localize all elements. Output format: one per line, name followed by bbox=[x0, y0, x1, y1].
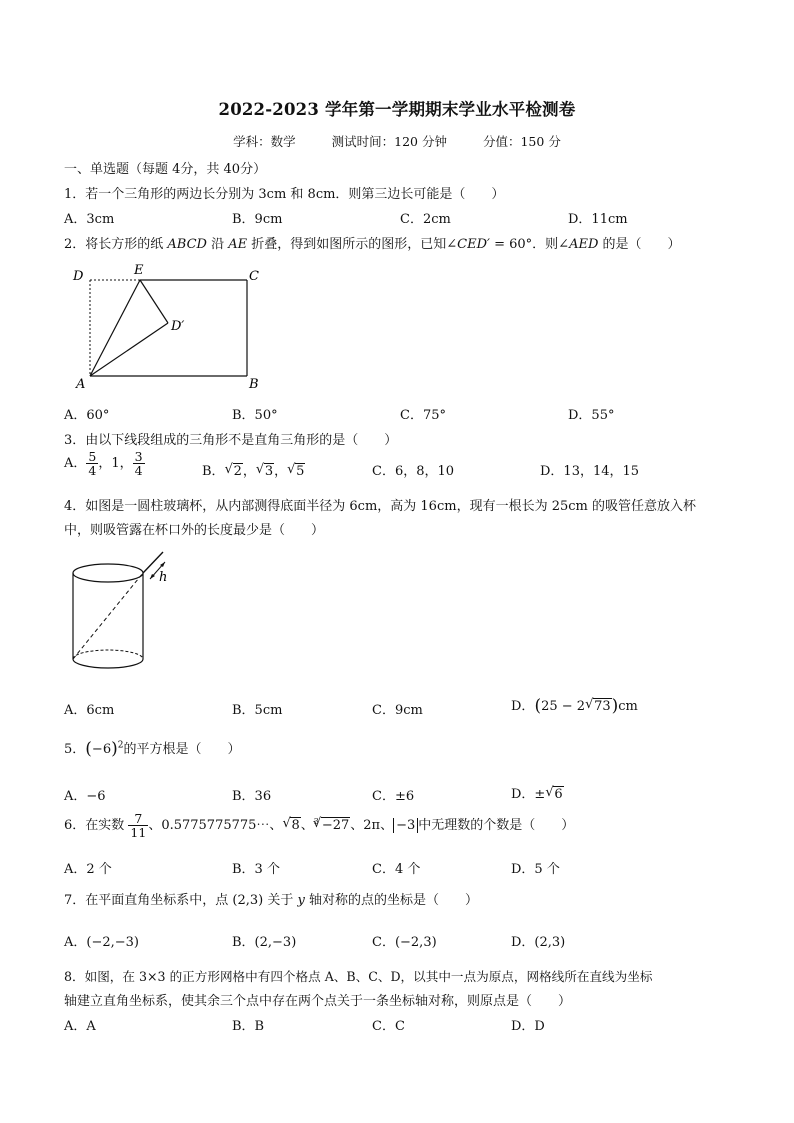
q8-option-b: B．B bbox=[232, 1019, 265, 1034]
q7-option-c: C．(−2,3) bbox=[372, 935, 437, 950]
q4-option-b: B．5cm bbox=[232, 703, 283, 718]
q5-stem: 5．$(-6)^2$的平方根是（ ） bbox=[64, 739, 241, 759]
cylinder-top bbox=[73, 564, 143, 582]
q1-option-c: C．2cm bbox=[400, 212, 451, 227]
q2-option-c: C．75° bbox=[400, 408, 446, 423]
label-h: h bbox=[159, 570, 168, 585]
q5-option-b: B．36 bbox=[232, 789, 272, 804]
q6-option-d: D．5 个 bbox=[511, 862, 560, 877]
q4-cylinder-figure bbox=[64, 546, 184, 676]
q4-option-a: A．6cm bbox=[64, 703, 115, 718]
q7-stem: 7．在平面直角坐标系中，点 (2,3) 关于 y 轴对称的点的坐标是（ ） bbox=[64, 893, 478, 908]
straw-inside bbox=[73, 573, 143, 659]
q4-option-c: C．9cm bbox=[372, 703, 423, 718]
q6-option-c: C．4 个 bbox=[372, 862, 421, 877]
q2-stem: 2．将长方形的纸 ABCD 沿 AE 折叠，得到如图所示的图形，已知∠CED′ = 60°．则∠AED 的是（ ） bbox=[64, 237, 681, 252]
exam-title: 2022-2023 学年第一学期期末学业水平检测卷 bbox=[218, 100, 576, 119]
q8-option-d: D．D bbox=[511, 1019, 545, 1034]
q8-stem-line2: 轴建立直角坐标系，使其余三个点中存在两个点关于一条坐标轴对称，则原点是（ ） bbox=[64, 994, 572, 1009]
q5-option-d: D．±√ 6 bbox=[511, 783, 564, 802]
label-d: D bbox=[73, 269, 84, 284]
q6-stem: 6．在实数 $\frac{7}{11}$ 、0.5775775775⋯、√ 8、$^3$√ −27、2π、 −3 中无理数的个数是（ ） bbox=[64, 812, 754, 839]
cylinder-bottom-front bbox=[73, 659, 143, 668]
q5-option-c: C．±6 bbox=[372, 789, 415, 804]
q6-option-a: A．2 个 bbox=[64, 862, 112, 877]
exam-meta bbox=[0, 132, 794, 150]
fold-line-ae bbox=[90, 280, 140, 376]
subject-label: 学科：数学 bbox=[233, 134, 296, 149]
label-d-prime: D′ bbox=[171, 319, 185, 334]
q1-stem: 1．若一个三角形的两边长分别为 3cm 和 8cm．则第三边长可能是（ ） bbox=[64, 187, 505, 202]
q8-option-c: C．C bbox=[372, 1019, 405, 1034]
q7-option-d: D．(2,3) bbox=[511, 935, 566, 950]
q7-option-a: A．(−2,−3) bbox=[64, 935, 139, 950]
q5-option-a: A．−6 bbox=[64, 789, 106, 804]
label-e: E bbox=[134, 263, 144, 278]
q3-option-c: C．6，8，10 bbox=[372, 464, 455, 479]
score-label: 分值：150 分 bbox=[482, 134, 561, 149]
q2-fold-figure bbox=[60, 258, 270, 393]
q6-option-b: B．3 个 bbox=[232, 862, 280, 877]
label-b: B bbox=[249, 377, 259, 392]
q4-stem-line1: 4．如图是一圆柱玻璃杯，从内部测得底面半径为 6cm，高为 16cm，现有一根长为 25cm 的吸管任意放入杯 bbox=[64, 499, 696, 514]
q1-option-b: B．9cm bbox=[232, 212, 283, 227]
label-a: A bbox=[76, 377, 86, 392]
q3-option-a: A． $\frac{5}{4}$ ，1， $\frac{3}{4}$ bbox=[64, 449, 143, 479]
q3-option-b: B．√ 2，√ 3，√ 5 bbox=[202, 460, 305, 479]
q1-option-a: A．3cm bbox=[64, 212, 115, 227]
q8-option-a: A．A bbox=[64, 1019, 96, 1034]
q7-option-b: B．(2,−3) bbox=[232, 935, 297, 950]
segment-ed-prime bbox=[140, 280, 168, 323]
label-c: C bbox=[249, 269, 259, 284]
section-heading: 一、单选题（每题 4分，共 40分） bbox=[64, 162, 267, 177]
q8-stem-line1: 8．如图，在 3×3 的正方形网格中有四个格点 A、B、C、D，以其中一点为原点，网格线所在直线为坐标 bbox=[64, 969, 653, 984]
q3-option-d: D．13，14，15 bbox=[540, 464, 640, 479]
q2-option-a: A．60° bbox=[64, 408, 110, 423]
q4-option-d: D．(25 − 2√ 73)cm bbox=[511, 695, 638, 716]
q3-stem: 3．由以下线段组成的三角形不是直角三角形的是（ ） bbox=[64, 433, 398, 448]
q1-option-d: D．11cm bbox=[568, 212, 628, 227]
q2-option-b: B．50° bbox=[232, 408, 278, 423]
q2-option-d: D．55° bbox=[568, 408, 615, 423]
segment-ad-prime bbox=[90, 323, 168, 376]
cylinder-bottom-back bbox=[73, 650, 143, 659]
time-label: 测试时间：120 分钟 bbox=[331, 134, 447, 149]
q4-stem-line2: 中，则吸管露在杯口外的长度最少是（ ） bbox=[64, 523, 325, 538]
